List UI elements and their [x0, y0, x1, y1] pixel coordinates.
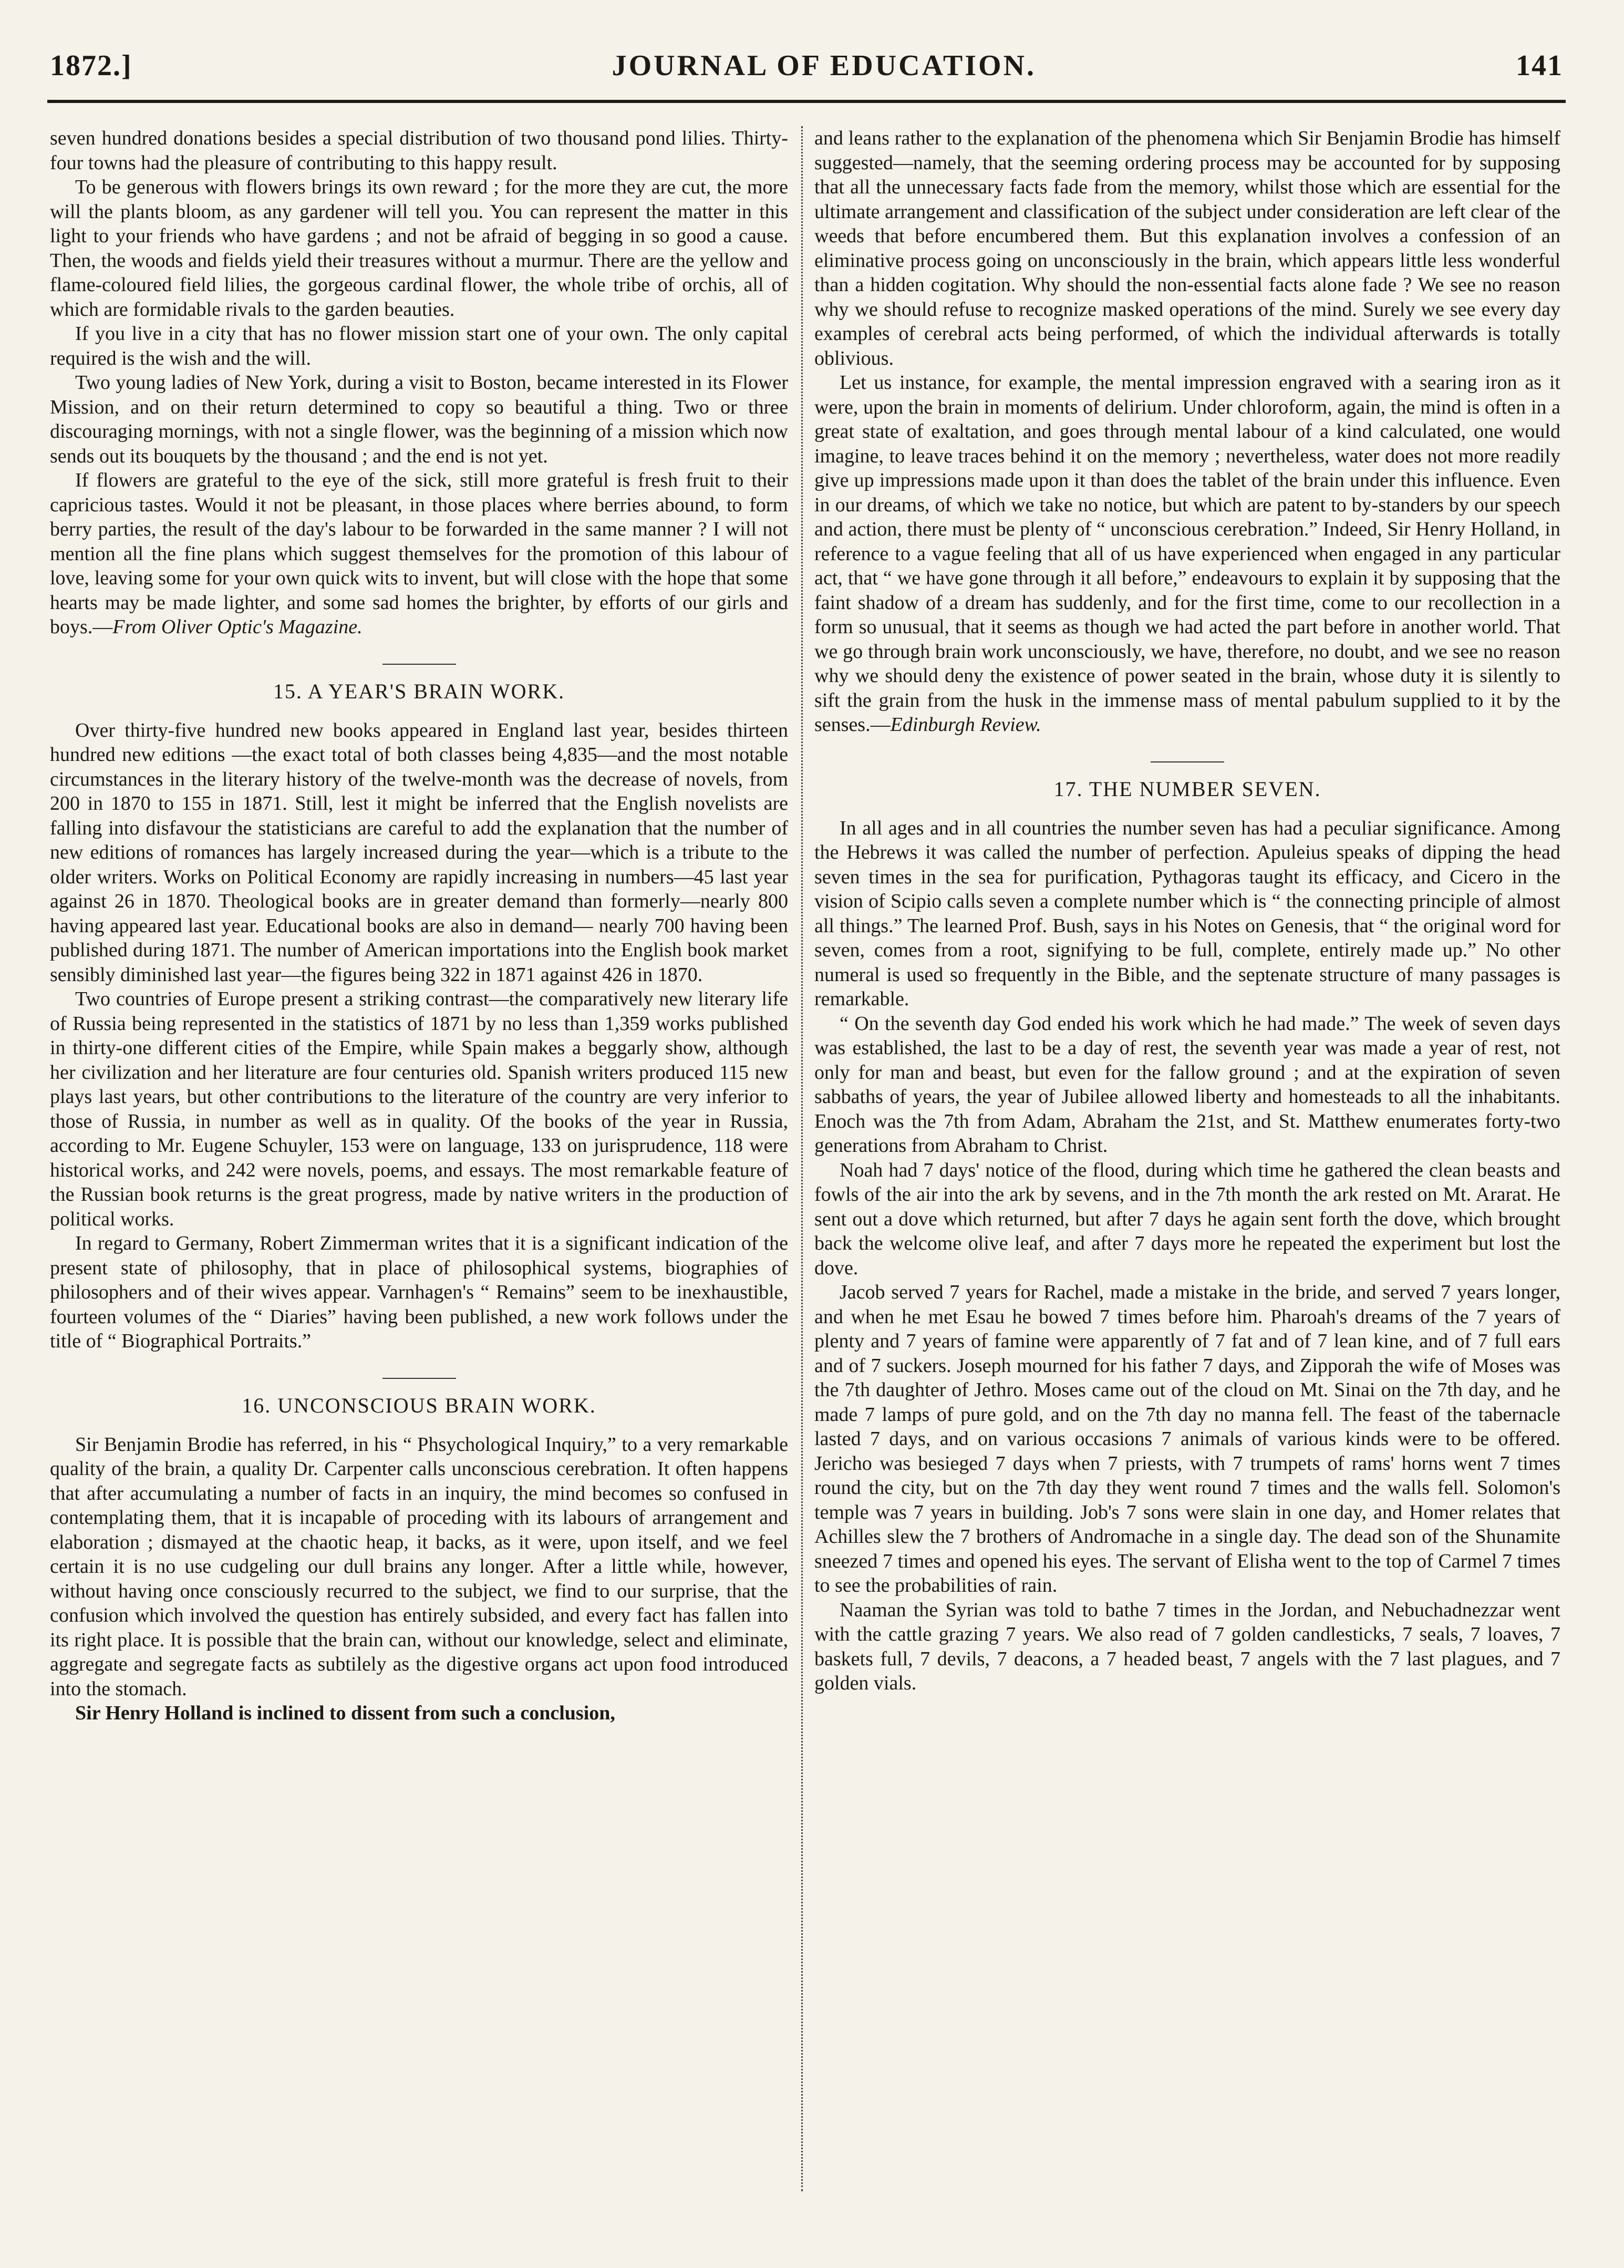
paragraph [814, 370, 1560, 737]
header-rule [47, 100, 1566, 103]
paragraph: In all ages and in all countries the number seven has had a peculiar significance. Among the Hebrews it was called the number of perfection. Apuleius speaks of dipping the head seven times in the sea for purification, Pythagoras taught its efficacy, and Cicero in the vision of Scipio calls seven a complete number which is “ the connecting principle of almost all things.” The learned Prof. Bush, says in his Notes on Genesis, that “ the original word for seven, comes from a root, signifying to be full, complete, entirely made up.” No other numeral is used so frequently in the Bible, and the septenate structure of many passages is remarkable. [814, 817, 1560, 1010]
source-citation: Edinburgh Review. [890, 714, 1041, 736]
paragraph-text: If flowers are grateful to the eye of the sick, still more grateful is fresh fruit to their capricious tastes. Would it not be pleasant, in those places where berries abound, to form berry parties, the result of the day's labour to be forwarded in the same manner ? I will not mention all the fine plans which suggest themselves for the promotion of this labour of love, leaving some for your own quick wits to invent, but will close with the hope that some hearts may be made lighter, and some sad homes the brighter, by efforts of our girls and boys.— [50, 469, 788, 638]
header-year: 1872.] [50, 49, 132, 82]
paragraph: Naaman the Syrian was told to bathe 7 times in the Jordan, and Nebuchadnezzar went with the cattle grazing 7 years. We also read of 7 golden candlesticks, 7 seals, 7 loaves, 7 baskets full, 7 devils, 7 deacons, a 7 headed beast, 7 angels with the 7 last plagues, and 7 golden vials. [814, 1599, 1560, 1694]
paragraph-text: Let us instance, for example, the mental impression engraved with a searing iron as it were, upon the brain in moments of delirium. Under chloroform, again, the mind is often in a great state of exaltation, and goes through mental labour of a kind calculated, one would imagine, to leave traces behind it on the memory ; nevertheless, water does not more readily give up impressions made upon it than does the tablet of the brain under this influence. Even in our dreams, of which we take no notice, but which are patent to by-standers by our speech and action, there must be plenty of “ unconscious cerebration.” Indeed, Sir Henry Holland, in reference to a vague feeling that all of us have experienced when engaged in any particular act, that “ we have gone through it all before,” endeavours to explain it by supposing that the faint shadow of a dream has suddenly, and for the first time, come to our recollection in a form so unusual, that it seems as though we had acted the part before in another world. That we go through brain work unconsciously, we have, therefore, no doubt, and we see no reason why we should deny the existence of power seated in the brain, whose duty it is silently to sift the grain from the husk in the immense mass of mental pabulum supplied to it by the senses.— [814, 372, 1560, 736]
left-column [50, 126, 788, 1726]
section-separator [1151, 761, 1224, 762]
paragraph: seven hundred donations besides a special distribution of two thousand pond lilies. Thirty-four towns had the pleasure of contributing to this happy result. [50, 127, 788, 174]
paragraph: In regard to Germany, Robert Zimmerman writes that it is a significant indication of the present state of philosophy, that in place of philosophical systems, biographies of philosophers and of their wives appear. Varnhagen's “ Remains” seem to be inexhaustible, fourteen volumes of the “ Diaries” having been published, a new work follows under the title of “ Biographical Portraits.” [50, 1232, 788, 1352]
paragraph: Over thirty-five hundred new books appeared in England last year, besides thirteen hundred new editions —the exact total of both classes being 4,835—and the most notable circumstances in the literary history of the twelve-month was the decrease of novels, from 200 in 1870 to 155 in 1871. Still, lest it might be inferred that the English novelists are falling into disfavour the statisticians are careful to add the explanation that the number of new editions of romances has largely increased during the year—which is a tribute to the older writers. Works on Political Economy are rapidly increasing in numbers—45 last year against 26 in 1870. Theological books are in greater demand than formerly—nearly 800 having appeared last year. Educational books are also in demand— nearly 700 having been published during 1871. The number of American importations into the English book market sensibly diminished last year—the figures being 322 in 1871 against 426 in 1870. [50, 719, 788, 986]
column-divider [801, 126, 803, 2191]
paragraph [50, 468, 788, 640]
paragraph: and leans rather to the explanation of the phenomena which Sir Benjamin Brodie has himself suggested—namely, that the seeming ordering process may be accounted for by supposing that all the unnecessary facts fade from the memory, whilst those which are essential for the ultimate arrangement and classification of the subject under consideration are left clear of the weeds that before encumbered them. But this explanation involves a confession of an eliminative process going on unconsciously in the brain, which appears little less wonderful than a hidden cogitation. Why should the non-essential facts alone fade ? We see no reason why we should refuse to recognize masked operations of the mind. Surely we see every day examples of cerebral acts being performed, of which the individual afterwards is totally oblivious. [814, 127, 1560, 369]
journal-title: JOURNAL OF EDUCATION. [612, 49, 1037, 82]
source-citation: From Oliver Optic's Magazine. [112, 616, 363, 638]
paragraph: Jacob served 7 years for Rachel, made a mistake in the bride, and served 7 years longer, and when he met Esau he bowed 7 times before him. Pharoah's dreams of the 7 years of plenty and 7 years of famine were apparently of 7 fat and of 7 lean kine, and of 7 full ears and of 7 suckers. Joseph mourned for his father 7 days, and Zipporah the wife of Moses was the 7th daughter of Jethro. Moses came out of the cloud on Mt. Sinai on the 7th day, and he made 7 lamps of pure gold, and on the 7th day no manna fell. The feast of the tabernacle lasted 7 days, and on various occasions 7 animals of various kinds were to be offered. Jericho was besieged 7 days when 7 priests, with 7 trumpets of rams' horns went 7 times round the city, but on the 7th day they went round 7 times and the walls fell. Solomon's temple was 7 years in building. Job's 7 sons were slain in one day, and Homer relates that Achilles slew the 7 brothers of Andromache in a single day. The dead son of the Shunamite sneezed 7 times and opened his eyes. The servant of Elisha went to the top of Carmel 7 times to see the probabilities of rain. [814, 1281, 1560, 1596]
paragraph: Two young ladies of New York, during a visit to Boston, became interested in its Flower Mission, and on their return determined to copy so beautiful a thing. Two or three discouraging mornings, with not a single flower, was the beginning of a mission which now sends out its bouquets by the thousand ; and the end is not yet. [50, 372, 788, 467]
paragraph: If you live in a city that has no flower mission start one of your own. The only capital required is the wish and the will. [50, 323, 788, 369]
right-column [814, 126, 1560, 1696]
paragraph: Two countries of Europe present a striking contrast—the comparatively new literary life of Russia being represented in the statistics of 1871 by no less than 1,359 works published in thirty-one different cities of the Empire, while Spain makes a beggarly show, although her civilization and her literature are four centuries old. Spanish writers produced 115 new plays last years, but other contributions to the literature of the country are very inferior to those of Russia, in number as well as in quality. Of the books of the year in Russia, according to Mr. Eugene Schuyler, 153 were on language, 133 on jurisprudence, 118 were historical works, and 242 were novels, poems, and essays. The most remarkable feature of the Russian book returns is the great progress, made by native writers in the production of political works. [50, 988, 788, 1230]
running-header [50, 37, 1563, 95]
page-number: 141 [1515, 49, 1563, 82]
section-separator [382, 1378, 456, 1379]
section-heading-17: 17. THE NUMBER SEVEN. [1053, 777, 1321, 801]
paragraph: Noah had 7 days' notice of the flood, during which time he gathered the clean beasts and fowls of the air into the ark by sevens, and in the 7th month the ark rested on Mt. Ararat. He sent out a dove which returned, but after 7 days he again sent forth the dove, which brought back the welcome olive leaf, and after 7 days more he repeated the experiment but lost the dove. [814, 1159, 1560, 1279]
section-heading-15: 15. A YEAR'S BRAIN WORK. [273, 679, 565, 703]
section-separator [382, 664, 456, 665]
paragraph: To be generous with flowers brings its own reward ; for the more they are cut, the more will the plants bloom, as any gardener will tell you. You can represent the matter in this light to your friends who have gardens ; and not be afraid of begging in so good a cause. Then, the woods and fields yield their treasures without a murmur. There are the yellow and flame-coloured field lilies, the gorgeous cardinal flower, the whole tribe of orchis, all of which are formidable rivals to the garden beauties. [50, 176, 788, 321]
paragraph: Sir Benjamin Brodie has referred, in his “ Phsychological Inquiry,” to a very remarkable quality of the brain, a quality Dr. Carpenter calls unconscious cerebration. It often happens that after accumulating a number of facts in an inquiry, the mind becomes so confused in contemplating them, that it is incapable of proceding with its labours of arrangement and elaboration ; dismayed at the chaotic heap, it backs, as it were, upon itself, and we feel certain it is no use cudgeling our dull brains any longer. After a little while, however, without having once consciously recurred to the subject, we find to our surprise, that the confusion which involved the question has entirely subsided, and every fact has fallen into its right place. It is possible that the brain can, without our knowledge, select and eliminate, aggregate and segregate facts as subtilely as the digestive organs act upon food introduced into the stomach. [50, 1433, 788, 1700]
paragraph: Sir Henry Holland is inclined to dissent from such a conclusion, [75, 1702, 615, 1724]
paragraph: “ On the seventh day God ended his work which he had made.” The week of seven days was established, the last to be a day of rest, the seventh year was made a year of rest, not only for man and beast, but even for the fallow ground ; and at the expiration of seven sabbaths of years, the year of Jubilee allowed liberty and homesteads to all the inhabitants. Enoch was the 7th from Adam, Abraham the 21st, and St. Matthew enumerates forty-two generations from Abraham to Christ. [814, 1012, 1560, 1157]
section-heading-16: 16. UNCONSCIOUS BRAIN WORK. [242, 1393, 596, 1417]
